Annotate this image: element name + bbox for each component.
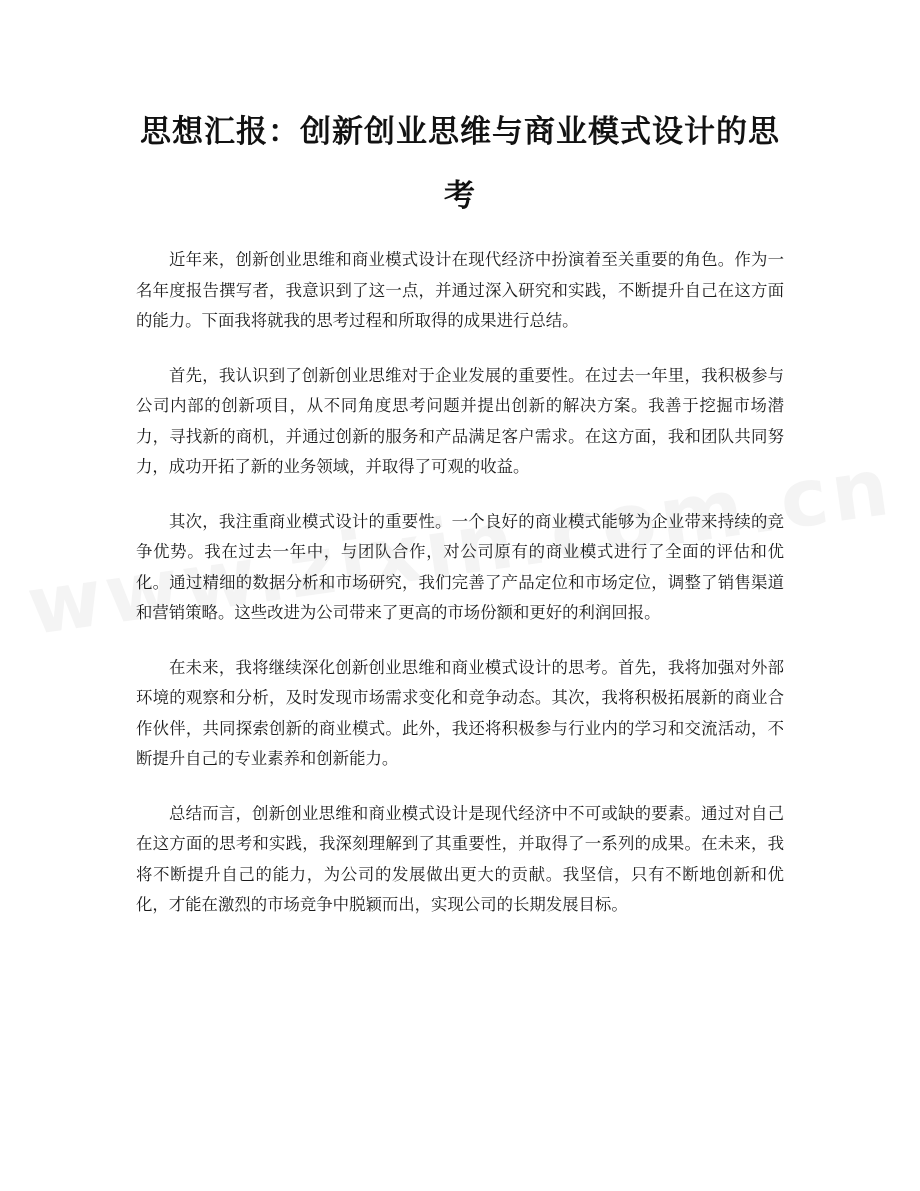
document-body (136, 245, 784, 945)
paragraph-business-model: 其次，我注重商业模式设计的重要性。一个良好的商业模式能够为企业带来持续的竞争优势。我在过去一年中，与团队合作，对公司原有的商业模式进行了全面的评估和优化。通过精细的数据分析和市场研究，我们完善了产品定位和市场定位，调整了销售渠道和营销策略。这些改进为公司带来了更高的市场份额和更好的利润回报。 (136, 511, 784, 622)
paragraph-future-plans: 在未来，我将继续深化创新创业思维和商业模式设计的思考。首先，我将加强对外部环境的观察和分析，及时发现市场需求变化和竞争动态。其次，我将积极拓展新的商业合作伙伴，共同探索创新的商业模式。此外，我还将积极参与行业内的学习和交流活动，不断提升自己的专业素养和创新能力。 (136, 657, 784, 768)
paragraph-intro: 近年来，创新创业思维和商业模式设计在现代经济中扮演着至关重要的角色。作为一名年度报告撰写者，我意识到了这一点，并通过深入研究和实践，不断提升自己在这方面的能力。下面我将就我的思考过程和所取得的成果进行总结。 (136, 250, 784, 330)
document-title: 思想汇报：创新创业思维与商业模式设计的思考 (140, 114, 780, 214)
paragraph-innovation-thinking: 首先，我认识到了创新创业思维对于企业发展的重要性。在过去一年里，我积极参与公司内部的创新项目，从不同角度思考问题并提出创新的解决方案。我善于挖掘市场潜力，寻找新的商机，并通过创新的服务和产品满足客户需求。在这方面，我和团队共同努力，成功开拓了新的业务领域，并取得了可观的收益。 (136, 365, 784, 476)
paragraph-conclusion: 总结而言，创新创业思维和商业模式设计是现代经济中不可或缺的要素。通过对自己在这方面的思考和实践，我深刻理解到了其重要性，并取得了一系列的成果。在未来，我将不断提升自己的能力，为公司的发展做出更大的贡献。我坚信，只有不断地创新和优化，才能在激烈的市场竞争中脱颖而出，实现公司的长期发展目标。 (136, 803, 784, 914)
